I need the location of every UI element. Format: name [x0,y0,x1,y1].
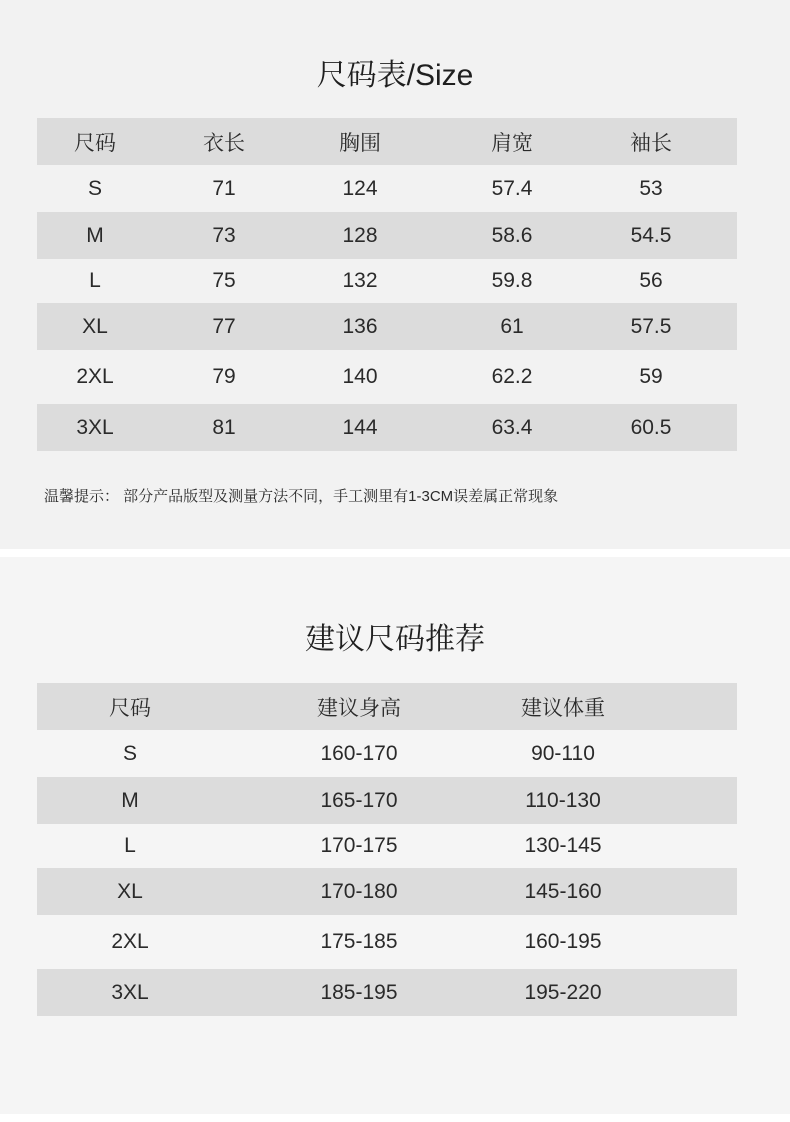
table-row [37,868,737,915]
table-cell: 63.4 [491,415,533,439]
table-cell: 79 [212,365,236,388]
table-cell: 130-145 [524,834,602,857]
table-cell: M [121,788,139,812]
table-cell: 165-170 [320,788,398,812]
table-cell: 124 [342,176,378,200]
table-cell: S [122,741,137,765]
table-row [37,824,737,868]
table-row [37,404,737,451]
table-row [37,212,737,259]
table-cell: 60.5 [630,415,672,439]
table-cell: 110-130 [525,788,601,812]
table-header-row [37,118,737,165]
table-cell: 2XL [111,930,149,953]
table-cell: 3XL [76,415,114,439]
table-row [37,777,737,824]
table-cell: 81 [212,415,236,439]
table-cell: 170-175 [320,834,398,857]
size-chart-section [0,0,790,549]
table-cell: 73 [212,223,236,247]
table-cell: S [87,176,102,200]
table-row [37,969,737,1016]
table-header-row [37,683,737,730]
table-row [37,350,737,404]
table-cell: 132 [342,269,378,292]
table-cell: 144 [342,415,378,439]
size-note: 温馨提示： 部分产品版型及测量方法不同，手工测里有1-3CM误差属正常现象 [44,488,559,505]
table-cell: 145-160 [524,879,602,903]
table-cell: 71 [212,176,236,200]
table-cell: 185-195 [320,980,398,1004]
table-row [37,259,737,303]
table-cell: 59 [639,365,663,388]
table-cell: 62.2 [491,365,533,388]
table-cell: 3XL [111,980,149,1004]
table-cell: 170-180 [320,879,398,903]
column-header: 衣长 [203,131,245,155]
table-row [37,303,737,350]
recommend-title: 建议尺码推荐 [305,623,485,656]
table-cell: 75 [212,269,236,292]
table-cell: 195-220 [524,980,602,1004]
table-cell: 57.4 [491,176,533,200]
table-row [37,165,737,212]
table-cell: 128 [342,223,378,247]
table-cell: 2XL [76,365,114,388]
table-cell: XL [82,314,108,338]
column-header: 胸围 [339,131,381,155]
table-cell: 175-185 [320,930,398,953]
table-cell: 53 [639,176,663,200]
table-cell: XL [117,879,143,903]
column-header: 肩宽 [491,131,533,155]
table-cell: 160-170 [320,741,398,765]
table-row [37,915,737,969]
table-cell: 61 [500,314,524,338]
table-cell: 160-195 [524,930,602,953]
table-cell: L [124,834,136,857]
column-header: 建议体重 [521,696,605,720]
table-cell: 77 [212,314,236,338]
table-cell: 90-110 [531,741,595,765]
recommend-section [0,557,790,1114]
table-cell: 136 [342,314,378,338]
table-cell: L [89,269,101,292]
table-row [37,730,737,777]
table-cell: 54.5 [630,223,672,247]
column-header: 袖长 [630,131,672,155]
table-cell: 59.8 [491,269,533,292]
table-cell: 140 [342,365,378,388]
table-cell: 56 [639,269,663,292]
column-header: 尺码 [74,131,116,155]
table-cell: M [86,223,104,247]
column-header: 建议身高 [317,696,401,720]
size-chart-title: 尺码表/Size [316,59,474,92]
table-cell: 58.6 [491,223,533,247]
column-header: 尺码 [109,696,151,720]
table-cell: 57.5 [630,314,672,338]
